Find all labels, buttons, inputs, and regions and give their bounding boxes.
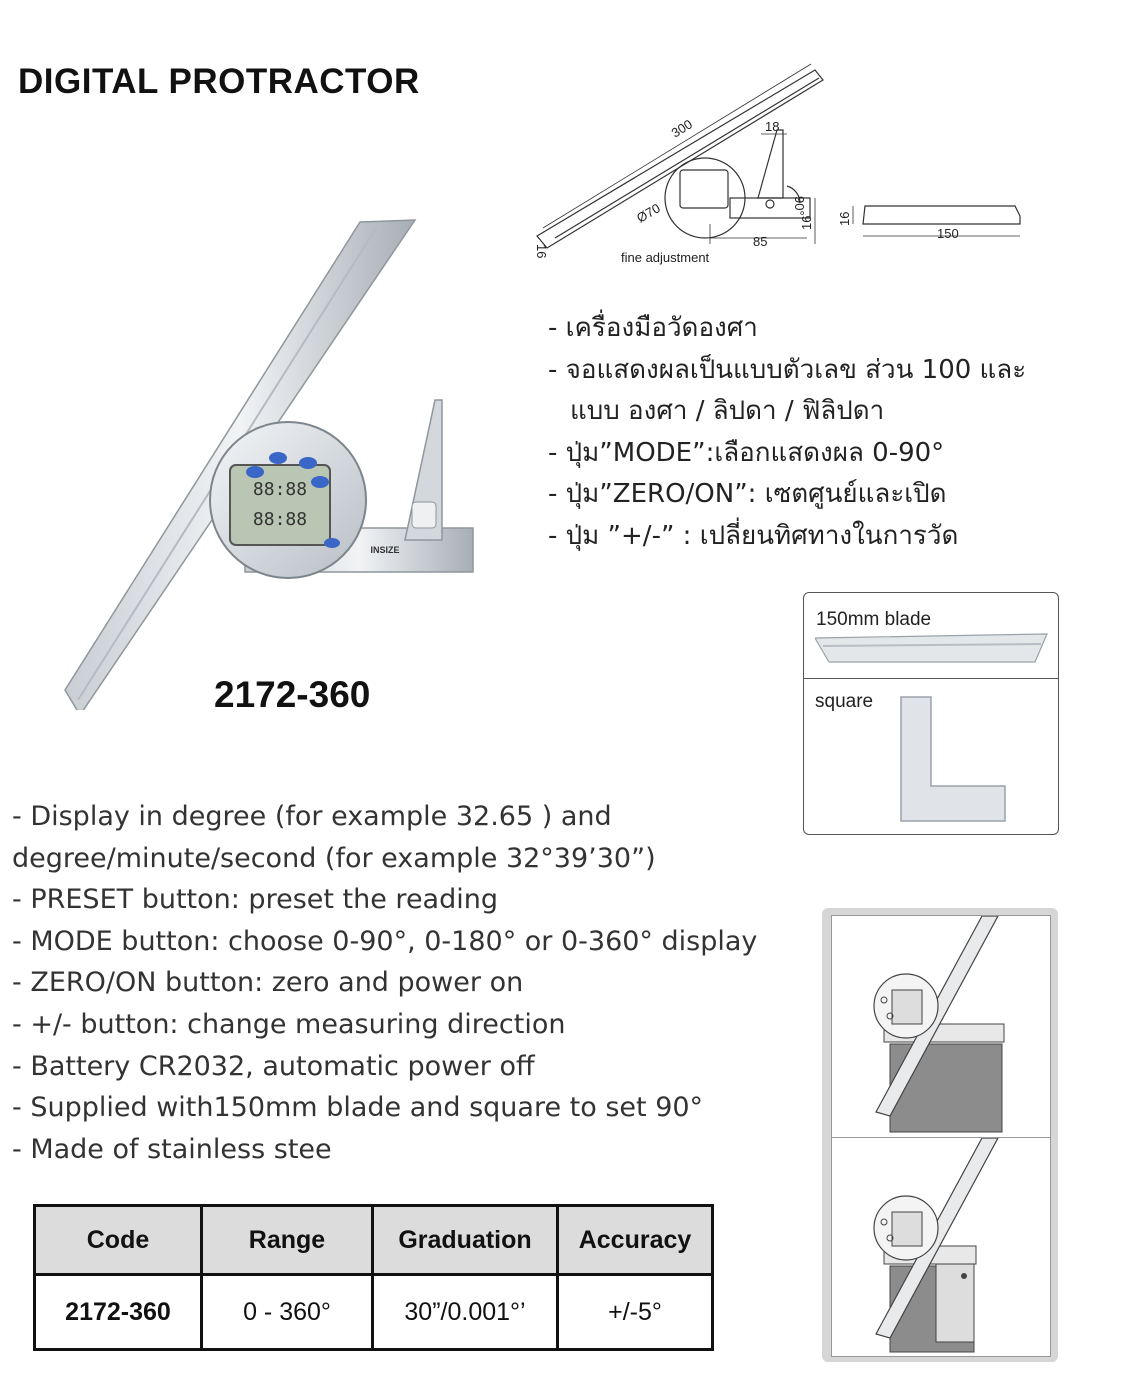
english-feature: - +/- button: change measuring direction	[12, 1008, 566, 1040]
thai-feature: - ปุ่ม”ZERO/ON”: เซตศูนย์และเปิด	[548, 479, 947, 509]
cell-code: 2172-360	[35, 1275, 202, 1350]
english-feature-list	[12, 796, 757, 1170]
english-feature: - Supplied with150mm blade and square to set 90°	[12, 1092, 704, 1124]
thai-feature-list	[548, 308, 1026, 557]
english-feature: - MODE button: choose 0-90°, 0-180° or 0-360° display	[12, 925, 758, 957]
dim-90: 90°	[792, 196, 807, 216]
thai-feature: - ปุ่ม”MODE”:เลือกแสดงผล 0-90°	[548, 437, 945, 468]
usage-panel-top	[831, 915, 1051, 1139]
brand-mark: INSIZE	[370, 545, 400, 555]
spec-table	[33, 1204, 714, 1351]
table-row	[35, 1275, 713, 1350]
square-image	[898, 694, 1008, 824]
page-title: DIGITAL PROTRACTOR	[18, 62, 420, 101]
dim-300: 300	[668, 116, 695, 141]
dim-16-left: 16	[534, 244, 549, 259]
dim-18: 18	[765, 119, 780, 134]
thai-feature-continuation: แบบ องศา / ลิปดา / ฟิลิปดา	[570, 396, 885, 426]
thai-feature: - เครื่องมือวัดองศา	[548, 313, 758, 343]
dim-150: 150	[937, 226, 959, 241]
english-feature: - PRESET button: preset the reading	[12, 884, 498, 916]
svg-text:88:88: 88:88	[252, 509, 308, 530]
english-feature: - ZERO/ON button: zero and power on	[12, 967, 524, 999]
header-accuracy: Accuracy	[558, 1206, 713, 1275]
dim-70: Ø70	[634, 200, 663, 226]
blade-image	[815, 632, 1050, 668]
table-header-row	[35, 1206, 713, 1275]
thai-feature: - จอแสดงผลเป็นแบบตัวเลข ส่วน 100 และ	[548, 354, 1027, 385]
usage-illustration-top	[832, 916, 1050, 1138]
square-label: square	[815, 691, 874, 712]
model-number: 2172-360	[214, 674, 371, 715]
english-feature: - Display in degree (for example 32.65 ) and	[12, 801, 612, 832]
svg-text:88:88: 88:88	[252, 479, 308, 500]
cell-range: 0 - 360°	[202, 1275, 373, 1350]
english-feature: - Battery CR2032, automatic power off	[12, 1050, 535, 1082]
header-range: Range	[202, 1206, 373, 1275]
accessories-divider	[803, 678, 1059, 679]
dim-85: 85	[753, 234, 768, 249]
english-feature: - Made of stainless stee	[12, 1133, 332, 1165]
header-graduation: Graduation	[373, 1206, 558, 1275]
english-feature: degree/minute/second (for example 32°39’30”)	[12, 842, 656, 874]
dim-16-blade: 16	[837, 211, 852, 226]
thai-feature	[548, 391, 1026, 433]
thai-feature: - ปุ่ม ”+/-” : เปลี่ยนทิศทางในการวัด	[548, 520, 959, 551]
cell-accuracy: +/-5°	[558, 1275, 713, 1350]
header-code: Code	[35, 1206, 202, 1275]
blade-label: 150mm blade	[816, 609, 932, 630]
usage-illustration-bottom	[832, 1138, 1050, 1356]
cell-graduation: 30”/0.001°’	[373, 1275, 558, 1350]
fine-adjustment-label: fine adjustment	[621, 250, 710, 265]
dimension-drawing	[525, 58, 1030, 273]
usage-panel-bottom	[831, 1137, 1051, 1357]
dim-16-right: 16	[799, 215, 814, 230]
product-photo	[50, 210, 480, 710]
